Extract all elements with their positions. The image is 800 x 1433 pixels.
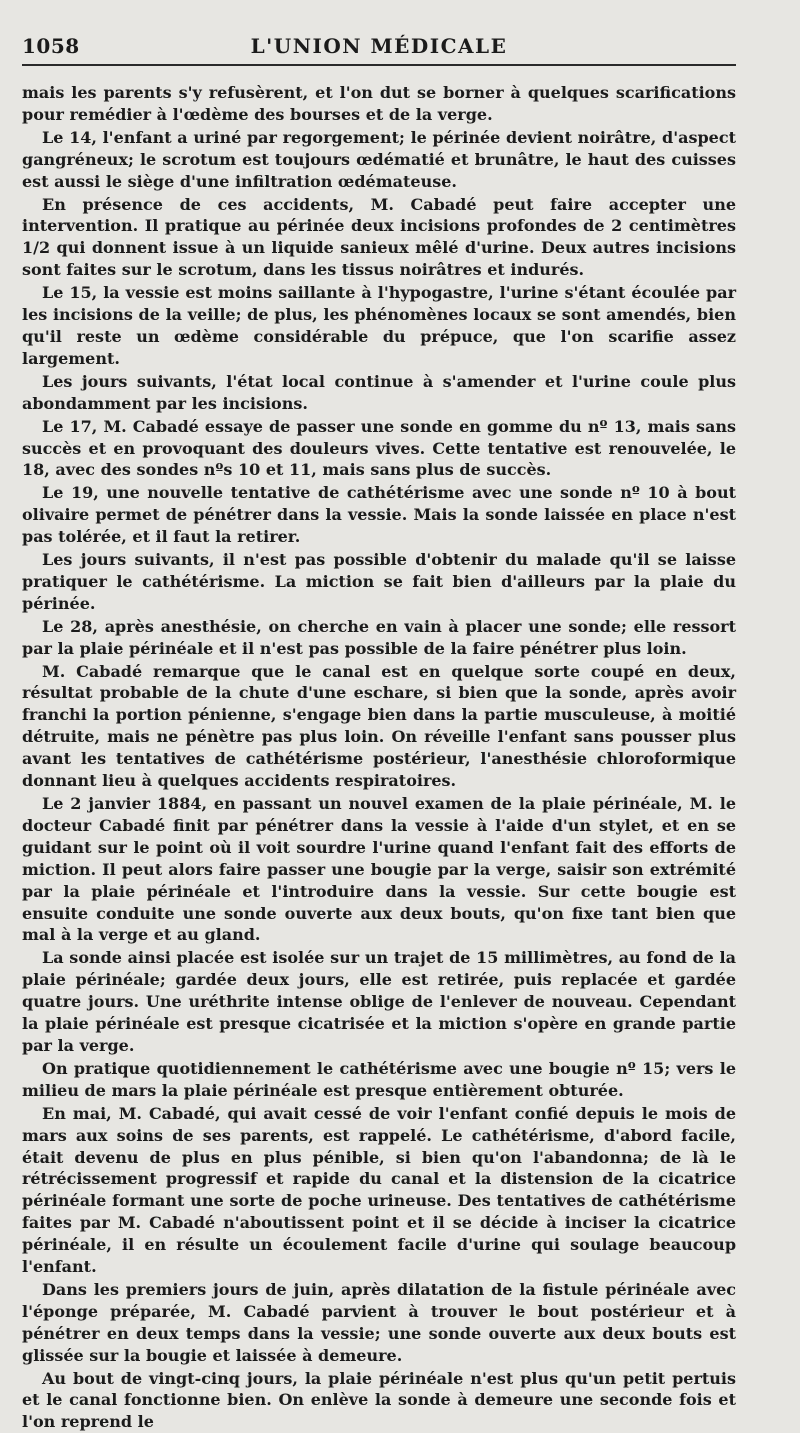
paragraph: Le 14, l'enfant a uriné par regorgement; le périnée devient noirâtre, d'aspect gangréneux; le scrotum est toujours œdématié et brunâtre, le haut des cuisses est aussi le siège d'une infiltration œdémateuse.: [22, 127, 736, 191]
paragraph: En mai, M. Cabadé, qui avait cessé de voir l'enfant confié depuis le mois de mars aux soins de ses parents, est rappelé. Le cathétérisme, d'abord facile, était devenu de plus en plus pénible, si bien qu'on l'abandonna; de là le rétrécissement progressif et rapide du canal et la distension de la cicatrice périnéale formant une sorte de poche urineuse. Des tentatives de cathétérisme faites par M. Cabadé n'aboutissent point et il se décide à inciser la cicatrice périnéale, il en résulte un écoulement facile d'urine qui soulage beaucoup l'enfant.: [22, 1103, 736, 1277]
paragraph: Le 28, après anesthésie, on cherche en vain à placer une sonde; elle ressort par la plaie périnéale et il n'est pas possible de la faire pénétrer plus loin.: [22, 616, 736, 658]
paragraph: Le 2 janvier 1884, en passant un nouvel examen de la plaie périnéale, M. le docteur Cabadé finit par pénétrer dans la vessie à l'aide d'un stylet, et en se guidant sur le point où il voit sourdre l'urine quand l'enfant fait des efforts de miction. Il peut alors faire passer une bougie par la verge, saisir son extrémité par la plaie périnéale et l'introduire dans la vessie. Sur cette bougie est ensuite conduite une sonde ouverte aux deux bouts, qu'on fixe tant bien que mal à la verge et au gland.: [22, 794, 736, 945]
paragraph: Le 19, une nouvelle tentative de cathétérisme avec une sonde nº 10 à bout olivaire permet de pénétrer dans la vessie. Mais la sonde laissée en place n'est pas tolérée, et il faut la retirer.: [22, 483, 736, 547]
paragraph: Dans les premiers jours de juin, après dilatation de la fistule périnéale avec l'éponge préparée, M. Cabadé parvient à trouver le bout postérieur et à pénétrer en deux temps dans la vessie; une sonde ouverte aux deux bouts est glissée sur la bougie et laissée à demeure.: [22, 1279, 736, 1365]
paragraph: En présence de ces accidents, M. Cabadé peut faire accepter une intervention. Il pratique au périnée deux incisions profondes de 2 centimètres 1/2 qui donnent issue à un liquide sanieux mêlé d'urine. Deux autres incisions sont faites sur le scrotum, dans les tissus noirâtres et indurés.: [22, 194, 736, 280]
paragraph: On pratique quotidiennement le cathétérisme avec une bougie nº 15; vers le milieu de mars la plaie périnéale est presque entièrement obturée.: [22, 1058, 736, 1100]
paragraph: La sonde ainsi placée est isolée sur un trajet de 15 millimètres, au fond de la plaie périnéale; gardée deux jours, elle est retirée, puis replacée et gardée quatre jours. Une uréthrite intense oblige de l'enlever de nouveau. Cependant la plaie périnéale est presque cicatrisée et la miction s'opère en grande partie par la verge.: [22, 948, 736, 1055]
paragraph: mais les parents s'y refusèrent, et l'on dut se borner à quelques scarifications pour remédier à l'œdème des bourses et de la verge.: [22, 83, 736, 124]
paragraph: Au bout de vingt-cinq jours, la plaie périnéale n'est plus qu'un petit pertuis et le canal fonctionne bien. On enlève la sonde à demeure une seconde fois et l'on reprend le: [22, 1368, 736, 1432]
paragraph: Le 15, la vessie est moins saillante à l'hypogastre, l'urine s'étant écoulée par les incisions de la veille; de plus, les phénomènes locaux se sont amendés, bien qu'il reste un œdème considérable du prépuce, que l'on scarifie assez largement.: [22, 283, 736, 368]
paragraph: Le 17, M. Cabadé essaye de passer une sonde en gomme du nº 13, mais sans succès et en provoquant des douleurs vives. Cette tentative est renouvelée, le 18, avec des sondes nºs 10 et 11, mais sans plus de succès.: [22, 416, 736, 480]
paragraph: Les jours suivants, il n'est pas possible d'obtenir du malade qu'il se laisse pratiquer le cathétérisme. La miction se fait bien d'ailleurs par la plaie du périnée.: [22, 550, 736, 613]
body-text: [22, 82, 736, 1433]
page-header: [22, 34, 736, 66]
paragraph: Les jours suivants, l'état local continue à s'amender et l'urine coule plus abondamment par les incisions.: [22, 371, 736, 413]
page-number: 1058: [22, 34, 80, 58]
paragraph: M. Cabadé remarque que le canal est en quelque sorte coupé en deux, résultat probable de la chute d'une eschare, si bien que la sonde, après avoir franchi la portion pénienne, s'engage bien dans la partie musculeuse, à moitié détruite, mais ne pénètre pas plus loin. On réveille l'enfant sans pousser plus avant les tentatives de cathétérisme postérieur, l'anesthésie chloroformique donnant lieu à quelques accidents respiratoires.: [22, 661, 736, 791]
running-title: L'UNION MÉDICALE: [250, 34, 508, 58]
